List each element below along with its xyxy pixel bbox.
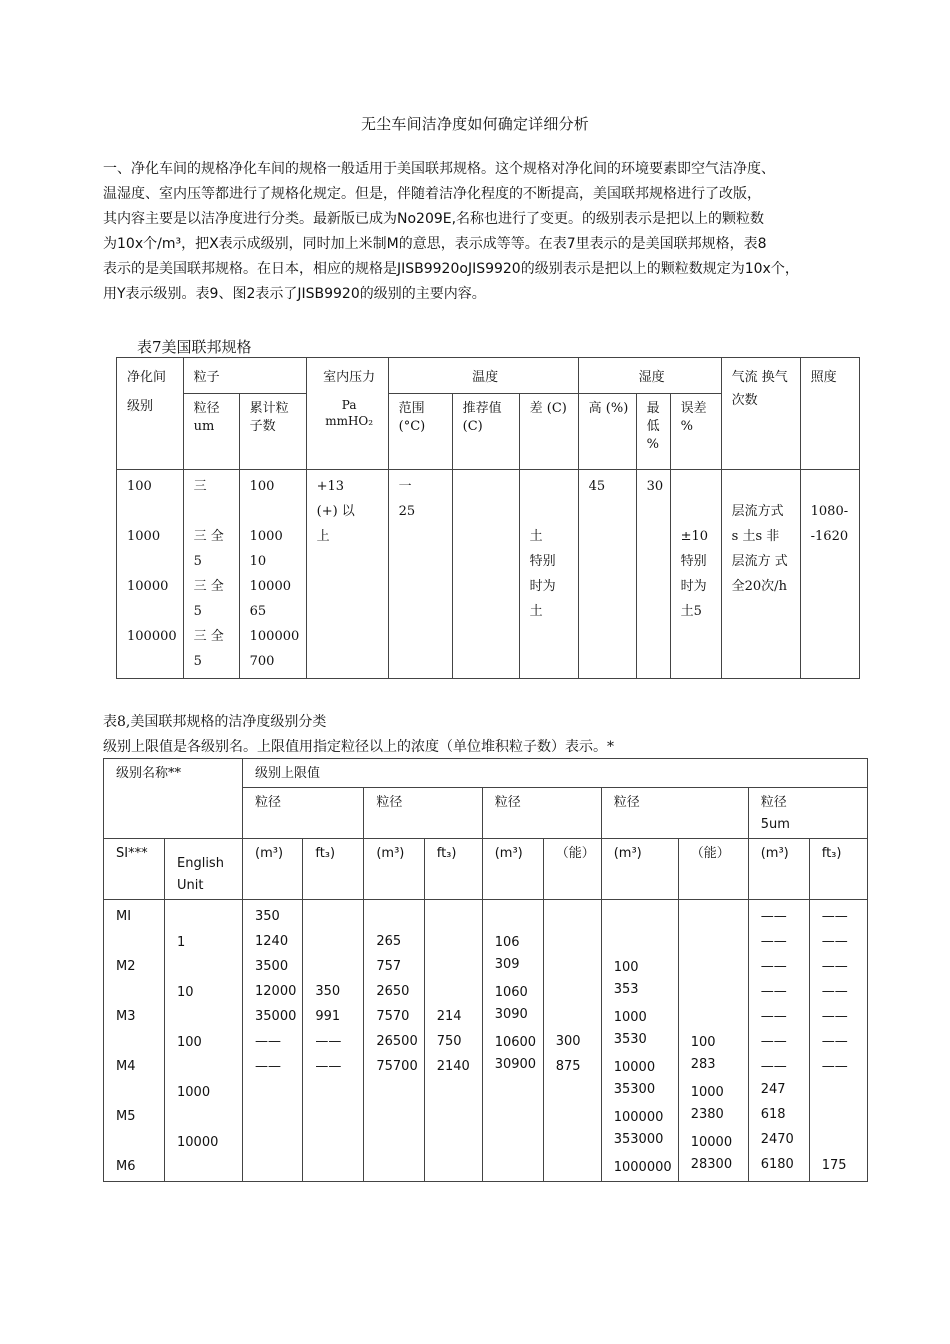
t8-cell: —— xyxy=(821,934,848,949)
t8-cell: —— xyxy=(821,1059,848,1074)
t8-cell: 7570 xyxy=(376,1009,410,1024)
t8-cell: —— xyxy=(255,1034,281,1049)
t7-size-cell: 三 xyxy=(193,479,207,494)
t7-hum-high-header: 高 (%) xyxy=(578,394,636,470)
t7-count-cell: 10000 65 xyxy=(249,579,291,619)
t7-airflow-text: 层流方式 s 土s 非层流方 式 全20次/h xyxy=(731,504,788,594)
t8-cell: 353 xyxy=(613,982,639,997)
table8-caption: 表8,美国联邦规格的洁净度级别分类 xyxy=(103,714,327,730)
t8-cell: —— xyxy=(760,1009,787,1024)
t8-si-cell: M4 xyxy=(116,1059,136,1074)
t8-cell: 35300 xyxy=(613,1082,656,1097)
page-title: 无尘车间洁净度如何确定详细分析 xyxy=(360,115,589,133)
paragraph-line: 温湿度、室内压等都进行了规格化规定。但是，伴随着洁净化程度的不断提高，美国联邦规格进行了改版， xyxy=(103,186,761,202)
t7-airflow-header: 气流 换气次数 xyxy=(721,358,800,470)
t7-count-cell: 100 xyxy=(249,479,275,494)
t8-si-header: SI*** xyxy=(104,839,165,900)
t7-size-header: 粒径 um xyxy=(183,394,239,470)
t7-temperature-header: 温度 xyxy=(388,358,578,394)
t8-si-cell: MI xyxy=(116,909,132,924)
t8-cell: 300 xyxy=(555,1034,581,1049)
t8-cell: 1000 xyxy=(613,1010,647,1025)
t8-cell: 35000 xyxy=(255,1009,297,1024)
t7-hum-error-header: 误差 % xyxy=(670,394,721,470)
t8-cell: —— xyxy=(821,1034,848,1049)
t7-pressure-label: 室内压力 xyxy=(323,370,376,385)
t8-col9 xyxy=(748,900,809,1182)
t8-unit: ft₃) xyxy=(424,839,482,900)
paragraph-line: 其内容主要是以洁净度进行分类。最新版已成为No209E,名称也进行了变更。的级别表示是把以上的颗粒数 xyxy=(103,211,765,227)
t8-cell: 106 xyxy=(494,935,520,950)
t7-count-values xyxy=(239,470,306,679)
t8-cell: 750 xyxy=(436,1034,462,1049)
t8-cell: 3530 xyxy=(613,1032,647,1047)
t7-size-cell: 三 全5 xyxy=(193,579,224,619)
t7-hum-low-values: 30 xyxy=(636,470,670,679)
t7-class-cell: 1000 xyxy=(127,529,161,544)
t8-cell: 1060 xyxy=(494,985,528,1000)
t8-cell: 6180 xyxy=(760,1157,794,1172)
t8-cell: 1000 xyxy=(690,1085,724,1100)
t8-col10 xyxy=(809,900,867,1182)
t8-si-cell: M6 xyxy=(116,1159,136,1174)
t8-cell: 10000 xyxy=(613,1060,656,1075)
t7-pressure-unit: Pa mmHO₂ xyxy=(325,398,374,428)
t8-unit: (m³) xyxy=(243,839,303,900)
t8-cell: 2470 xyxy=(760,1132,794,1147)
t8-cell: 875 xyxy=(555,1059,581,1074)
t7-size-cell: 三 全5 xyxy=(193,629,224,669)
t8-col4 xyxy=(424,900,482,1182)
t8-cell: 100 xyxy=(690,1035,716,1050)
t8-unit: ft₃) xyxy=(809,839,867,900)
t8-col7 xyxy=(601,900,678,1182)
t8-cell: 100 xyxy=(613,960,639,975)
t8-cell: 28300 xyxy=(690,1157,733,1172)
paragraph-line: 用Y表示级别。表9、图2表示了JISB9920的级别的主要内容。 xyxy=(103,286,486,302)
t7-humidity-header: 湿度 xyxy=(578,358,721,394)
t8-cell: 2140 xyxy=(436,1059,470,1074)
t8-unit: (m³) xyxy=(601,839,678,900)
t8-si-cell: M5 xyxy=(116,1109,136,1124)
t8-si-cell: M3 xyxy=(116,1009,136,1024)
t7-count-cell: 100000 700 xyxy=(249,629,300,669)
paragraph-line: 一、净化车间的规格净化车间的规格一般适用于美国联邦规格。这个规格对净化间的环境要素即空气洁净度、 xyxy=(103,161,775,177)
t8-cell: —— xyxy=(315,1034,342,1049)
t8-cell: 1240 xyxy=(255,934,289,949)
t8-cell: —— xyxy=(255,1059,281,1074)
t7-class-cell: 100000 xyxy=(127,629,177,644)
t7-pressure-values xyxy=(306,470,388,679)
t7-illumination-header: 照度 xyxy=(800,358,859,470)
t8-english-values xyxy=(165,900,243,1182)
t7-particle-header: 粒子 xyxy=(183,358,306,394)
t8-english-cell: 100 xyxy=(177,1035,202,1050)
t8-cell: 2650 xyxy=(376,984,410,999)
t8-cell: 10600 xyxy=(494,1035,537,1050)
t8-cell: —— xyxy=(821,909,848,924)
t8-particle-header: 粒径 xyxy=(482,788,601,839)
paragraph-line: 表示的是美国联邦规格。在日本，相应的规格是JISB9920oJIS9920的级别表示是把以上的颗粒数规定为10x个， xyxy=(103,261,799,277)
t8-cell: —— xyxy=(760,1034,787,1049)
t8-english-header xyxy=(165,839,243,900)
t8-cell: 618 xyxy=(760,1107,786,1122)
t7-pressure-header xyxy=(306,358,388,470)
t8-particle-header: 粒径 xyxy=(601,788,748,839)
t8-unit: （能） xyxy=(678,839,748,900)
t7-temp-recommended-header: 推荐值 (C) xyxy=(452,394,519,470)
t8-particle-header: 粒径 xyxy=(364,788,482,839)
table8 xyxy=(103,758,868,1182)
t7-hum-low-header: 最低 % xyxy=(636,394,670,470)
t7-count-cell: 1000 10 xyxy=(249,529,283,569)
t7-size-values xyxy=(183,470,239,679)
t8-cell: —— xyxy=(760,934,787,949)
t8-cell: —— xyxy=(821,959,848,974)
t7-class-values xyxy=(117,470,184,679)
t8-cell: 1000000 xyxy=(613,1160,672,1175)
t8-cell: 3500 xyxy=(255,959,289,974)
t8-si-values xyxy=(104,900,165,1182)
t8-cell: 100000 xyxy=(613,1110,664,1125)
t8-unit: (m³) xyxy=(482,839,543,900)
t7-hum-high-values: 45 xyxy=(578,470,636,679)
t8-cell: 12000 xyxy=(255,984,297,999)
t8-cell: 757 xyxy=(376,959,402,974)
t7-hum-error-values xyxy=(670,470,721,679)
t8-english-cell: 10 xyxy=(177,985,194,1000)
t8-cell: 26500 xyxy=(376,1034,418,1049)
t8-si-cell: M2 xyxy=(116,959,136,974)
t7-class-cell: 100 xyxy=(127,479,152,494)
t7-hum-error-text: ±10 特别 时为 土5 xyxy=(680,529,709,619)
t8-cell: 350 xyxy=(315,984,341,999)
t8-cell: —— xyxy=(760,909,787,924)
t8-unit: (m³) xyxy=(364,839,424,900)
t8-col3 xyxy=(364,900,424,1182)
t8-upper-limit-header: 级别上限值 xyxy=(243,759,868,788)
table7 xyxy=(116,357,860,679)
t7-class-header xyxy=(117,358,184,470)
t8-unit: （能） xyxy=(543,839,601,900)
t7-pressure-text: +13 (+) 以上 xyxy=(316,479,355,544)
t8-cell: —— xyxy=(760,984,787,999)
t8-col2 xyxy=(303,900,364,1182)
t8-cell: 214 xyxy=(436,1009,462,1024)
t8-cell: 175 xyxy=(821,1158,847,1173)
table7-caption: 表7美国联邦规格 xyxy=(137,338,252,356)
t8-cell: 75700 xyxy=(376,1059,418,1074)
t8-cell: —— xyxy=(760,1059,787,1074)
t8-cell: 283 xyxy=(690,1057,716,1072)
t8-cell: —— xyxy=(821,1009,848,1024)
t8-cell: —— xyxy=(315,1059,342,1074)
t8-cell: 309 xyxy=(494,957,520,972)
t8-col6 xyxy=(543,900,601,1182)
t7-class-cell: 10000 xyxy=(127,579,169,594)
t7-temp-range-values xyxy=(388,470,452,679)
table8-note: 级别上限值是各级别名。上限值用指定粒径以上的浓度（单位堆积粒子数）表示。* xyxy=(103,739,614,755)
t8-unit: (m³) xyxy=(748,839,809,900)
t8-cell: 2380 xyxy=(690,1107,724,1122)
t7-temp-range-text: 一 25 xyxy=(398,479,416,519)
t7-temp-diff-values xyxy=(519,470,578,679)
t8-class-name-header: 级别名称** xyxy=(104,759,243,839)
t8-cell: 353000 xyxy=(613,1132,664,1147)
t8-cell: —— xyxy=(760,959,787,974)
t8-cell: —— xyxy=(821,984,848,999)
t8-cell: 30900 xyxy=(494,1057,537,1072)
t7-count-header: 累计粒子数 xyxy=(239,394,306,470)
t8-col5 xyxy=(482,900,543,1182)
t8-cell: 991 xyxy=(315,1009,341,1024)
t7-size-cell: 三 全5 xyxy=(193,529,224,569)
t8-particle-header xyxy=(748,788,867,839)
t7-class-top: 净化间 xyxy=(127,370,167,385)
t8-unit: ft₃) xyxy=(303,839,364,900)
t7-temp-diff-header: 差 (C) xyxy=(519,394,578,470)
t8-english-label: English Unit xyxy=(177,856,224,893)
t7-temp-recommended-values xyxy=(452,470,519,679)
t8-cell: 350 xyxy=(255,909,280,924)
t8-cell: 3090 xyxy=(494,1007,528,1022)
t8-english-cell: 1000 xyxy=(177,1085,211,1100)
t8-col8 xyxy=(678,900,748,1182)
t7-airflow-values xyxy=(721,470,800,679)
t8-english-cell: 1 xyxy=(177,935,186,950)
t7-temp-range-header: 范围 (°C) xyxy=(388,394,452,470)
intro-paragraph xyxy=(103,157,873,307)
t7-temp-diff-text: 土 特别 时为 土 xyxy=(529,529,556,619)
t8-cell: 247 xyxy=(760,1082,786,1097)
t7-illumination-text: 1080- -1620 xyxy=(810,504,849,544)
t8-english-cell: 10000 xyxy=(177,1135,219,1150)
paragraph-line: 为10x个/m³，把X表示成级别，同时加上米制M的意思，表示成等等。在表7里表示的是美国联邦规格，表8 xyxy=(103,236,767,252)
t8-col1 xyxy=(243,900,303,1182)
t8-cell: 10000 xyxy=(690,1135,733,1150)
t8-particle-header: 粒径 xyxy=(243,788,364,839)
t8-particle-5um: 粒径 5um xyxy=(760,795,790,832)
t7-class-bottom: 级别 xyxy=(127,399,154,414)
t8-cell: 265 xyxy=(376,934,402,949)
t7-illumination-values xyxy=(800,470,859,679)
